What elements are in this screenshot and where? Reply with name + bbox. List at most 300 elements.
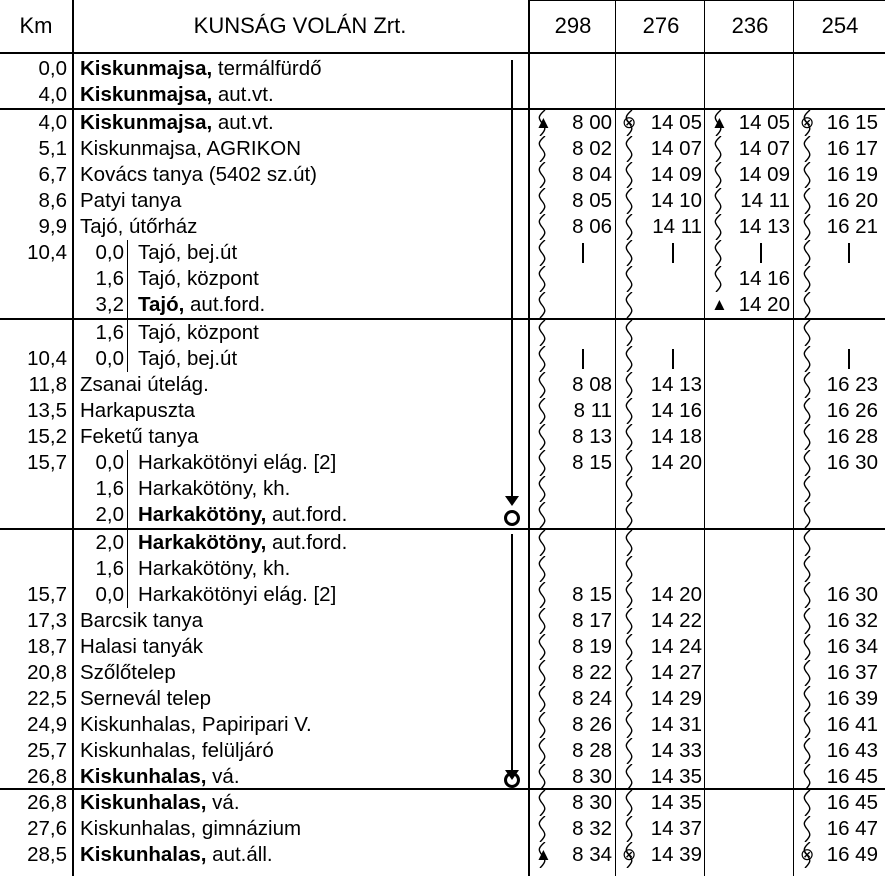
departure-time: 14 35 (650, 765, 702, 788)
pass-through-wave (536, 502, 550, 528)
departure-time: 16 34 (826, 635, 878, 658)
table-row (0, 608, 885, 634)
stop-name (80, 634, 203, 660)
pass-through-wave (623, 660, 637, 686)
pass-through-wave (801, 320, 815, 346)
stop-name-text: aut.vt. (212, 83, 274, 106)
km-value: 10,4 (27, 347, 67, 370)
departure-time: 16 20 (826, 189, 878, 212)
pass-through-wave (623, 738, 637, 764)
departure-time: 8 22 (572, 661, 612, 684)
stop-name-text: Tajó, bej.út (138, 347, 238, 370)
table-row (0, 712, 885, 738)
stop-name (138, 292, 265, 318)
row-divider (528, 0, 885, 1)
stop-name (138, 450, 336, 476)
pass-through-wave (801, 346, 815, 372)
branch-divider (127, 502, 128, 528)
stop-name-text: Sernevál telep (80, 687, 212, 710)
table-row (0, 530, 885, 556)
no-stop-bar (582, 349, 584, 369)
pass-through-wave (536, 292, 550, 318)
direction-line (511, 534, 513, 772)
stop-name-text: Kiskunmajsa, AGRIKON (80, 137, 302, 160)
pass-through-wave (801, 398, 815, 424)
km-value: 28,5 (27, 843, 67, 866)
pass-through-wave (623, 556, 637, 582)
departure-time: 14 07 (738, 137, 790, 160)
stop-name-text: Harkakötöny, kh. (138, 477, 291, 500)
pass-through-wave (536, 240, 550, 266)
pass-through-wave (536, 136, 550, 162)
pass-through-wave (712, 214, 726, 240)
departure-time: 16 47 (826, 817, 878, 840)
pass-through-wave (623, 816, 637, 842)
pass-through-wave (536, 372, 550, 398)
departure-time: 14 20 (650, 583, 702, 606)
train-header-298: 298 (554, 13, 592, 38)
stop-name-text: Barcsik tanya (80, 609, 204, 632)
departure-time: 8 34 (572, 843, 612, 866)
stop-name (138, 530, 347, 556)
departure-time: 8 17 (572, 609, 612, 632)
departure-time: 8 15 (572, 451, 612, 474)
km-value: 4,0 (38, 83, 67, 106)
pass-through-wave (536, 214, 550, 240)
branch-divider (127, 476, 128, 502)
departure-time: 16 49 (826, 843, 878, 866)
table-row (0, 346, 885, 372)
branch-divider (127, 450, 128, 476)
stop-name-text: Harkakötöny, kh. (138, 557, 291, 580)
departure-time: 14 18 (650, 425, 702, 448)
no-stop-bar (760, 243, 762, 263)
operator-header: KUNSÁG VOLÁN Zrt. (193, 13, 407, 38)
departure-time: 8 04 (572, 163, 612, 186)
pass-through-wave (623, 608, 637, 634)
stop-name (80, 424, 199, 450)
km-value: 4,0 (38, 111, 67, 134)
stop-name-text: aut.ford. (184, 293, 266, 316)
pass-through-wave (801, 162, 815, 188)
pass-through-wave (536, 346, 550, 372)
departure-time: 8 15 (572, 583, 612, 606)
pass-through-wave (536, 162, 550, 188)
departure-time: 8 13 (572, 425, 612, 448)
pass-through-wave (801, 790, 815, 816)
stop-name (80, 764, 240, 790)
stop-name-text: Zsanai útelág. (80, 373, 209, 396)
stop-name-text: Tajó, központ (138, 321, 259, 344)
row-divider (0, 52, 885, 54)
service-symbol: ⊗ (800, 845, 815, 864)
km-value: 17,3 (27, 609, 67, 632)
pass-through-wave (801, 608, 815, 634)
departure-time: 16 39 (826, 687, 878, 710)
departure-time: 14 13 (738, 215, 790, 238)
table-row (0, 424, 885, 450)
pass-through-wave (801, 136, 815, 162)
km-value: 8,6 (38, 189, 67, 212)
departure-time: 16 43 (826, 739, 878, 762)
table-row (0, 162, 885, 188)
stop-name (138, 582, 336, 608)
sub-km-value: 0,0 (95, 347, 124, 370)
departure-time: 14 10 (650, 189, 702, 212)
branch-divider (127, 320, 128, 346)
pass-through-wave (623, 162, 637, 188)
pass-through-wave (623, 450, 637, 476)
departure-time: 8 05 (572, 189, 612, 212)
stop-name-bold: Kiskunhalas, (80, 765, 207, 788)
pass-through-wave (623, 530, 637, 556)
departure-time: 16 26 (826, 399, 878, 422)
pass-through-wave (623, 712, 637, 738)
stop-name-bold: Kiskunmajsa, (80, 83, 213, 106)
sub-km-value: 1,6 (95, 267, 124, 290)
departure-time: 16 30 (826, 583, 878, 606)
table-row (0, 450, 885, 476)
pass-through-wave (623, 372, 637, 398)
stop-name-text: Feketű tanya (80, 425, 199, 448)
table-row (0, 372, 885, 398)
train-header-276: 276 (642, 13, 680, 38)
stop-name-text: Patyi tanya (80, 189, 182, 212)
sub-km-value: 2,0 (95, 503, 124, 526)
table-row (0, 660, 885, 686)
sub-km-value: 3,2 (95, 293, 124, 316)
departure-time: 14 20 (738, 293, 790, 316)
km-value: 26,8 (27, 791, 67, 814)
branch-divider (127, 556, 128, 582)
km-value: 13,5 (27, 399, 67, 422)
stop-name (80, 214, 197, 240)
departure-time: 16 37 (826, 661, 878, 684)
departure-time: 16 45 (826, 791, 878, 814)
km-value: 15,7 (27, 451, 67, 474)
table-row (0, 476, 885, 502)
stop-name (80, 398, 195, 424)
pass-through-wave (712, 162, 726, 188)
pass-through-wave (801, 712, 815, 738)
km-header: Km (19, 13, 53, 38)
pass-through-wave (712, 136, 726, 162)
table-row (0, 582, 885, 608)
stop-name-bold: Kiskunmajsa, (80, 57, 213, 80)
stop-name (80, 790, 240, 816)
table-row (0, 686, 885, 712)
stop-name (138, 266, 259, 292)
pass-through-wave (801, 582, 815, 608)
departure-time: 16 17 (826, 137, 878, 160)
stop-name-bold: Kiskunmajsa, (80, 111, 213, 134)
stop-name-text: termálfürdő (212, 57, 322, 80)
departure-time: 14 11 (740, 189, 790, 212)
stop-name-text: Kiskunhalas, felüljáró (80, 739, 274, 762)
stop-name-text: aut.ford. (266, 531, 348, 554)
km-value: 15,7 (27, 583, 67, 606)
pass-through-wave (712, 266, 726, 292)
departure-time: 8 19 (572, 635, 612, 658)
table-row (0, 110, 885, 136)
pass-through-wave (623, 582, 637, 608)
direction-arrowhead (505, 496, 519, 506)
km-value: 5,1 (38, 137, 67, 160)
pass-through-wave (623, 292, 637, 318)
departure-time: 16 41 (826, 713, 878, 736)
table-row (0, 82, 885, 108)
stop-name-text: vá. (206, 791, 240, 814)
pass-through-wave (536, 188, 550, 214)
departure-time: 8 28 (572, 739, 612, 762)
stop-name-text: aut.ford. (266, 503, 348, 526)
service-symbol: ⊗ (622, 845, 637, 864)
pass-through-wave (536, 712, 550, 738)
stop-name-bold: Tajó, (138, 293, 185, 316)
pass-through-wave (536, 634, 550, 660)
table-row (0, 136, 885, 162)
departure-time: 14 05 (738, 111, 790, 134)
departure-time: 8 02 (572, 137, 612, 160)
stop-name (138, 476, 290, 502)
stop-name-bold: Harkakötöny, (138, 531, 267, 554)
departure-time: 8 08 (572, 373, 612, 396)
table-row (0, 502, 885, 528)
stop-name-text: Harkapuszta (80, 399, 196, 422)
service-symbol: ⊗ (800, 113, 815, 132)
departure-time: 14 13 (650, 373, 702, 396)
departure-time: 8 26 (572, 713, 612, 736)
departure-time: 14 39 (650, 843, 702, 866)
pass-through-wave (536, 424, 550, 450)
pass-through-wave (536, 556, 550, 582)
km-value: 25,7 (27, 739, 67, 762)
stop-name (80, 842, 273, 868)
departure-time: 14 31 (650, 713, 702, 736)
pass-through-wave (801, 530, 815, 556)
km-value: 20,8 (27, 661, 67, 684)
pass-through-wave (801, 372, 815, 398)
departure-time: 14 05 (650, 111, 702, 134)
stop-name (80, 162, 317, 188)
stop-name-text: vá. (206, 765, 240, 788)
stop-name-text: Halasi tanyák (80, 635, 204, 658)
stop-name (80, 816, 301, 842)
stop-name (138, 240, 237, 266)
pass-through-wave (536, 266, 550, 292)
service-symbol: ⊗ (622, 113, 637, 132)
no-stop-bar (848, 243, 850, 263)
departure-time: 8 32 (572, 817, 612, 840)
departure-time: 14 16 (738, 267, 790, 290)
stop-name (80, 712, 312, 738)
km-value: 22,5 (27, 687, 67, 710)
table-row (0, 398, 885, 424)
stop-name-text: Tajó, bej.út (138, 241, 238, 264)
pass-through-wave (801, 764, 815, 790)
sub-km-value: 0,0 (95, 583, 124, 606)
sub-km-value: 0,0 (95, 241, 124, 264)
departure-time: 16 28 (826, 425, 878, 448)
stop-name-text: Kiskunhalas, Papiripari V. (80, 713, 312, 736)
sub-km-value: 2,0 (95, 531, 124, 554)
stop-name-text: Kiskunhalas, gimnázium (80, 817, 302, 840)
direction-line (511, 60, 513, 498)
stop-name-text: Tajó, útőrház (80, 215, 198, 238)
pass-through-wave (623, 476, 637, 502)
stop-name (80, 188, 181, 214)
pass-through-wave (712, 188, 726, 214)
departure-time: 14 09 (650, 163, 702, 186)
departure-time: 16 23 (826, 373, 878, 396)
branch-divider (127, 292, 128, 318)
pass-through-wave (536, 790, 550, 816)
pass-through-wave (801, 556, 815, 582)
pass-through-wave (536, 582, 550, 608)
pass-through-wave (801, 502, 815, 528)
km-value: 18,7 (27, 635, 67, 658)
no-stop-bar (848, 349, 850, 369)
departure-time: 16 21 (826, 215, 878, 238)
service-symbol: ▲ (535, 845, 552, 864)
table-row (0, 320, 885, 346)
departure-time: 16 30 (826, 451, 878, 474)
sub-km-value: 0,0 (95, 451, 124, 474)
stop-name (80, 608, 203, 634)
terminal-ring (504, 510, 520, 526)
pass-through-wave (623, 188, 637, 214)
pass-through-wave (536, 686, 550, 712)
train-header-254: 254 (821, 13, 859, 38)
table-row (0, 266, 885, 292)
no-stop-bar (582, 243, 584, 263)
pass-through-wave (536, 476, 550, 502)
stop-name-bold: Kiskunhalas, (80, 791, 207, 814)
departure-time: 14 09 (738, 163, 790, 186)
sub-km-value: 1,6 (95, 321, 124, 344)
departure-time: 16 32 (826, 609, 878, 632)
departure-time: 14 11 (652, 215, 702, 238)
departure-time: 16 45 (826, 765, 878, 788)
stop-name (138, 502, 347, 528)
departure-time: 14 29 (650, 687, 702, 710)
table-row (0, 188, 885, 214)
train-header-236: 236 (731, 13, 769, 38)
sub-km-value: 1,6 (95, 477, 124, 500)
stop-name (138, 556, 290, 582)
table-row (0, 738, 885, 764)
table-row (0, 240, 885, 266)
branch-divider (127, 530, 128, 556)
departure-time: 14 22 (650, 609, 702, 632)
pass-through-wave (536, 738, 550, 764)
km-value: 27,6 (27, 817, 67, 840)
stop-name-text: aut.áll. (206, 843, 273, 866)
stop-name (138, 346, 237, 372)
pass-through-wave (801, 450, 815, 476)
pass-through-wave (623, 136, 637, 162)
pass-through-wave (623, 320, 637, 346)
pass-through-wave (801, 240, 815, 266)
pass-through-wave (623, 266, 637, 292)
branch-divider (127, 240, 128, 266)
sub-km-value: 1,6 (95, 557, 124, 580)
departure-time: 14 20 (650, 451, 702, 474)
pass-through-wave (623, 790, 637, 816)
stop-name-text: Kovács tanya (5402 sz.út) (80, 163, 318, 186)
table-row (0, 790, 885, 816)
stop-name-text: aut.vt. (212, 111, 274, 134)
departure-time: 14 33 (650, 739, 702, 762)
pass-through-wave (801, 214, 815, 240)
pass-through-wave (801, 476, 815, 502)
departure-time: 8 24 (572, 687, 612, 710)
stop-name-text: Harkakötönyi elág. [2] (138, 451, 337, 474)
departure-time: 14 27 (650, 661, 702, 684)
pass-through-wave (801, 738, 815, 764)
no-stop-bar (672, 243, 674, 263)
table-row (0, 842, 885, 868)
pass-through-wave (801, 292, 815, 318)
departure-time: 14 37 (650, 817, 702, 840)
departure-time: 16 19 (826, 163, 878, 186)
pass-through-wave (623, 764, 637, 790)
km-value: 24,9 (27, 713, 67, 736)
departure-time: 14 35 (650, 791, 702, 814)
pass-through-wave (536, 660, 550, 686)
table-row (0, 634, 885, 660)
table-row (0, 214, 885, 240)
stop-name-bold: Harkakötöny, (138, 503, 267, 526)
branch-divider (127, 582, 128, 608)
km-value: 11,8 (28, 373, 67, 396)
terminal-ring (504, 772, 520, 788)
stop-name (80, 372, 209, 398)
table-row (0, 292, 885, 318)
departure-time: 8 00 (572, 111, 612, 134)
departure-time: 14 16 (650, 399, 702, 422)
pass-through-wave (801, 660, 815, 686)
km-value: 9,9 (38, 215, 67, 238)
pass-through-wave (536, 530, 550, 556)
pass-through-wave (536, 450, 550, 476)
pass-through-wave (712, 240, 726, 266)
departure-time: 8 11 (573, 399, 612, 422)
pass-through-wave (536, 608, 550, 634)
pass-through-wave (623, 240, 637, 266)
table-row (0, 56, 885, 82)
table-row (0, 556, 885, 582)
pass-through-wave (801, 266, 815, 292)
pass-through-wave (623, 214, 637, 240)
no-stop-bar (672, 349, 674, 369)
pass-through-wave (623, 686, 637, 712)
pass-through-wave (623, 398, 637, 424)
departure-time: 8 30 (572, 791, 612, 814)
stop-name (80, 82, 274, 108)
service-symbol: ▲ (711, 113, 728, 132)
stop-name (80, 110, 274, 136)
pass-through-wave (801, 816, 815, 842)
stop-name (80, 738, 274, 764)
departure-time: 14 24 (650, 635, 702, 658)
departure-time: 16 15 (826, 111, 878, 134)
table-row (0, 764, 885, 790)
pass-through-wave (623, 346, 637, 372)
service-symbol: ▲ (535, 113, 552, 132)
km-value: 26,8 (27, 765, 67, 788)
branch-divider (127, 346, 128, 372)
